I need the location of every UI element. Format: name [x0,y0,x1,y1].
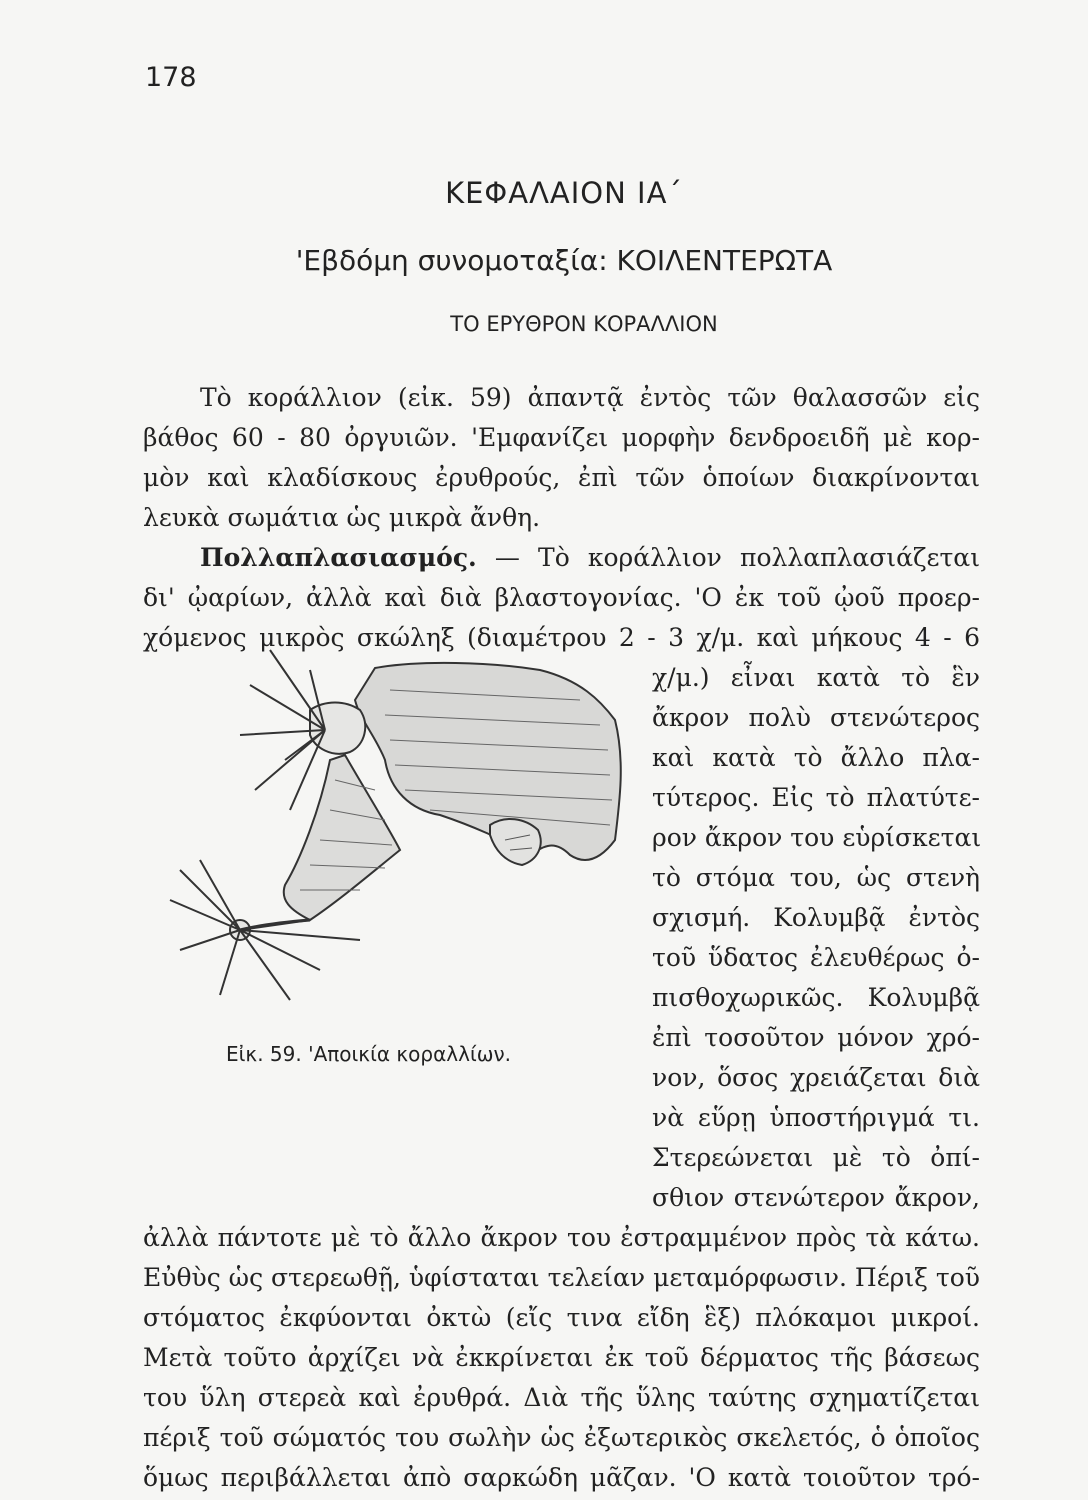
column-line: τύτερος. Εἰς τὸ πλατύτε- [652,783,980,812]
text-line: πέριξ τοῦ σώματός του σωλὴν ὡς ἐξωτερικὸς σκελετός, ὁ ὁποῖος [143,1423,980,1452]
column-line: πισθοχωρικῶς. Κολυμβᾷ [652,983,980,1012]
section-title: 'Εβδόμη συνομοταξία: ΚΟΙΛΕΝΤΕΡΩΤΑ [295,244,833,277]
text-line: λευκὰ σωμάτια ὡς μικρὰ ἄνθη. [143,503,541,532]
coral-colony-illustration [160,640,640,1020]
column-line: χ/μ.) εἶναι κατὰ τὸ ἓν [652,663,980,692]
column-line: τοῦ ὕδατος ἐλευθέρως ὀ- [652,943,980,972]
column-line: ρον ἄκρον του εὑρίσκεται [652,823,982,852]
text-line [200,538,980,578]
page-number: 178 [145,62,197,93]
text-line: μὸν καὶ κλαδίσκους ἐρυθρούς, ἐπὶ τῶν ὁποίων διακρίνονται [143,463,980,492]
text-line: ἀλλὰ πάντοτε μὲ τὸ ἄλλο ἄκρον του ἐστραμμένον πρὸς τὰ κάτω. [143,1223,980,1252]
column-line: καὶ κατὰ τὸ ἄλλο πλα- [652,743,980,772]
text-line: χόμενος μικρὸς σκώληξ (διαμέτρου 2 - 3 χ/μ. καὶ μήκους 4 - 6 [143,623,980,652]
text-line: Μετὰ τοῦτο ἀρχίζει νὰ ἐκκρίνεται ἐκ τοῦ δέρματος τῆς βάσεως [143,1343,980,1372]
column-line: σθιον στενώτερον ἄκρον, [652,1183,980,1212]
chapter-title: ΚΕΦΑΛΑΙΟΝ ΙΑ΄ [445,176,683,210]
column-line: νὰ εὕρῃ ὑποστήριγμά τι. [652,1103,980,1132]
column-line: Στερεώνεται μὲ τὸ ὀπί- [652,1143,980,1172]
text-line: Εὐθὺς ὡς στερεωθῇ, ὑφίσταται τελείαν μεταμόρφωσιν. Πέριξ τοῦ [143,1263,980,1292]
text-line: ὅμως περιβάλλεται ἀπὸ σαρκώδη μᾶζαν. 'Ο κατὰ τοιοῦτον τρό- [143,1463,980,1492]
text-line: στόματος ἐκφύονται ὀκτὼ (εἴς τινα εἴδη ἓξ) πλόκαμοι μικροί. [143,1303,980,1332]
column-line: τὸ στόμα του, ὡς στενὴ [652,863,980,892]
column-line: σχισμή. Κολυμβᾷ ἐντὸς [652,903,980,932]
column-line: ἄκρον πολὺ στενώτερος [652,703,980,732]
figure-caption: Εἰκ. 59. 'Αποικία κοραλλίων. [226,1042,512,1066]
paragraph-heading: Πολλαπλασιασμός. [200,543,477,572]
column-line: ἐπὶ τοσοῦτον μόνον χρό- [652,1023,980,1052]
text-line: δι' ᾠαρίων, ἀλλὰ καὶ διὰ βλαστογονίας. 'Ο ἐκ τοῦ ᾠοῦ προερ- [143,583,980,612]
text-line: του ὕλη στερεὰ καὶ ἐρυθρά. Διὰ τῆς ὕλης ταύτης σχηματίζεται [143,1383,980,1412]
text-line: βάθος 60 - 80 ὀργυιῶν. 'Εμφανίζει μορφὴν δενδροειδῆ μὲ κορ- [143,423,980,452]
subsection-title: ΤΟ ΕΡΥΘΡΟΝ ΚΟΡΑΛΛΙΟΝ [450,312,718,336]
text-line: Τὸ κοράλλιον (εἰκ. 59) ἀπαντᾷ ἐντὸς τῶν θαλασσῶν εἰς [200,383,980,412]
text-fragment: — Τὸ κοράλλιον πολλαπλασιάζεται [494,543,980,572]
column-line: νον, ὅσος χρειάζεται διὰ [652,1063,980,1092]
